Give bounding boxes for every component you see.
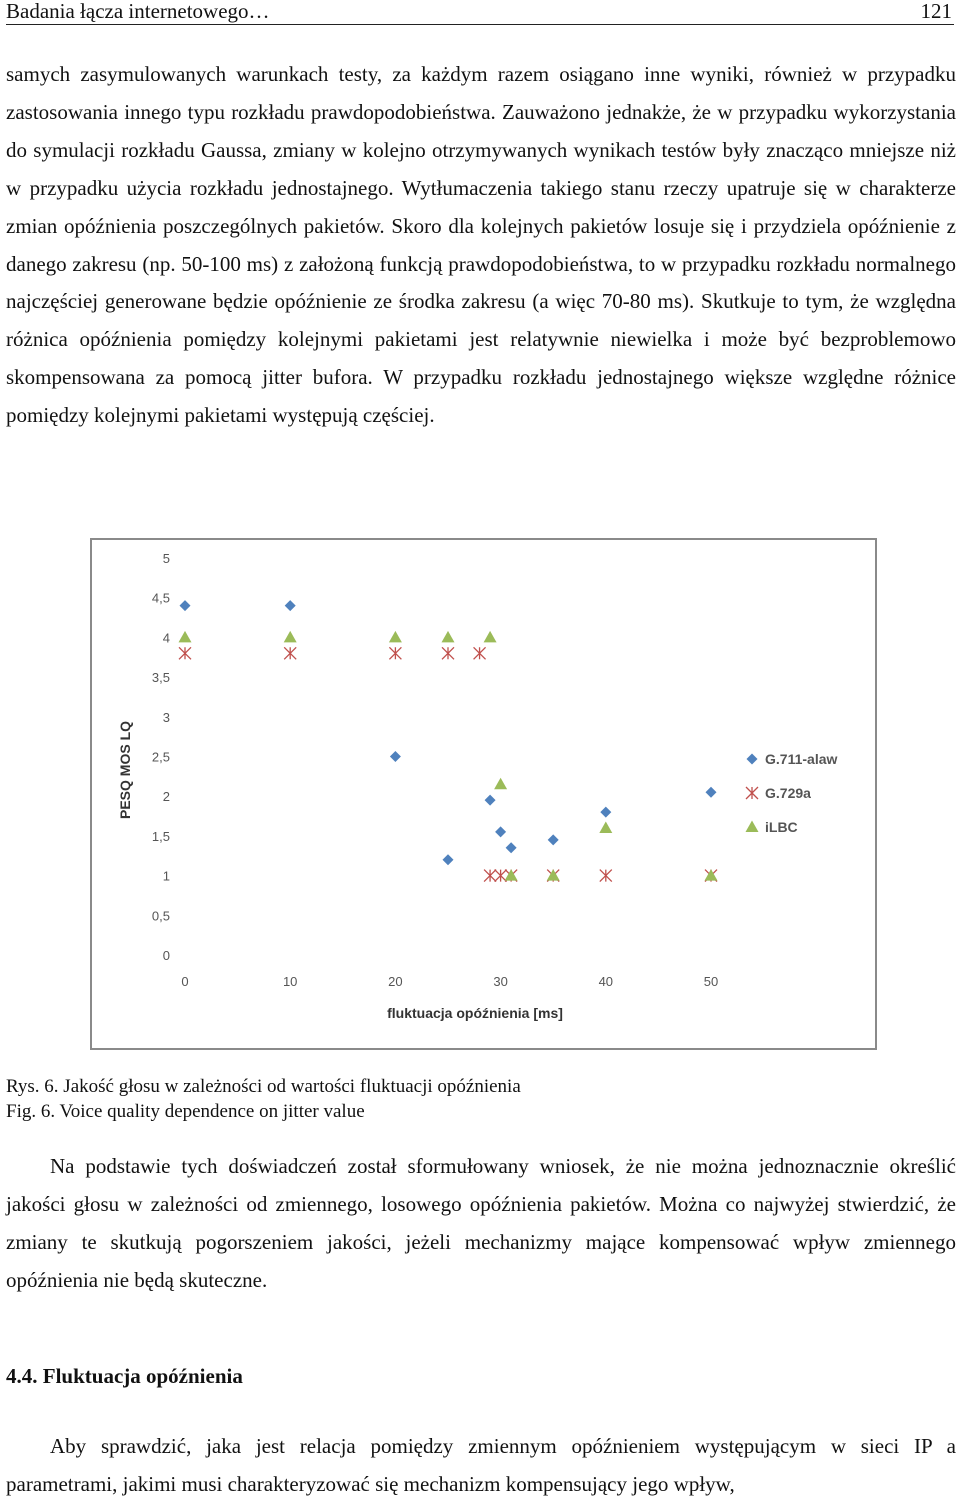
- g-729a-point: [442, 647, 454, 659]
- g-729a-point: [600, 870, 612, 882]
- y-tick-label: 2: [162, 789, 170, 805]
- scatter-chart: [92, 540, 875, 1048]
- y-tick-label: 0: [162, 948, 170, 963]
- g-711-alaw-point: [390, 751, 401, 762]
- body-paragraph-2: Na podstawie tych doświadczeń został sformułowany wniosek, że nie można jednoznacznie określić jakości głosu w zależności od zmiennego, losowego opóźnienia pakietów. Można co najwyżej stwierdzić, że zmiany te skutkują pogorszeniem jakości, jeżeli mechanizmy mające kompensować wpływ zmiennego opóźnienia nie będą skuteczne.: [6, 1154, 956, 1292]
- ilbc-point: [442, 631, 455, 643]
- y-tick-label: 1,5: [151, 828, 170, 844]
- g-711-alaw-point: [485, 795, 496, 806]
- y-tick-label: 1: [162, 868, 170, 884]
- running-header-title: Badania łącza internetowego…: [6, 0, 270, 23]
- figure-caption-en: Fig. 6. Voice quality dependence on jitter value: [6, 1101, 365, 1122]
- legend-marker: [746, 787, 758, 799]
- g-729a-point: [495, 870, 507, 882]
- x-tick-label: 0: [181, 974, 189, 989]
- g-711-alaw-point: [180, 600, 191, 611]
- g-711-alaw-point: [706, 787, 717, 798]
- section-heading: 4.4. Fluktuacja opóźnienia: [6, 1364, 243, 1388]
- y-tick-label: 2,5: [151, 749, 170, 765]
- g-711-alaw-point: [495, 826, 506, 837]
- x-tick-label: 40: [598, 974, 614, 989]
- y-tick-label: 3: [162, 709, 170, 725]
- data-points: [179, 600, 718, 881]
- g-711-alaw-point: [443, 854, 454, 865]
- legend-marker: [747, 754, 758, 765]
- chart-legend: [746, 751, 838, 835]
- x-tick-label: 20: [388, 974, 403, 989]
- x-tick-label: 30: [493, 974, 508, 989]
- g-729a-point: [179, 647, 191, 659]
- ilbc-point: [484, 631, 497, 643]
- ilbc-point: [599, 821, 612, 833]
- y-tick-label: 0,5: [151, 908, 170, 924]
- legend-label: G.729a: [765, 785, 811, 801]
- g-711-alaw-point: [506, 842, 517, 853]
- x-tick-label: 50: [703, 974, 719, 989]
- running-header: [6, 0, 954, 25]
- y-tick-label: 4,5: [151, 590, 170, 606]
- ilbc-point: [284, 631, 297, 643]
- y-tick-label: 3,5: [151, 670, 170, 686]
- body-paragraph-3: Aby sprawdzić, jaka jest relacja pomiędzy zmiennym opóźnieniem występującym w sieci IP a parametrami, jakimi musi charakteryzować się mechanizm kompensujący jego wpływ,: [6, 1434, 956, 1496]
- legend-label: G.711-alaw: [765, 751, 838, 767]
- figure-caption-pl: Rys. 6. Jakość głosu w zależności od wartości fluktuacji opóźnienia: [6, 1076, 521, 1097]
- x-tick-labels: [181, 974, 718, 989]
- x-tick-label: 10: [282, 974, 298, 989]
- g-711-alaw-point: [285, 600, 296, 611]
- y-tick-label: 4: [162, 630, 170, 646]
- y-axis-label: PESQ MOS LQ: [117, 720, 133, 820]
- ilbc-point: [494, 778, 507, 790]
- g-711-alaw-point: [600, 807, 611, 818]
- g-711-alaw-point: [548, 834, 559, 845]
- g-729a-point: [389, 647, 401, 659]
- legend-label: iLBC: [765, 819, 798, 835]
- ilbc-point: [389, 631, 402, 643]
- figure-chart: [90, 538, 877, 1050]
- g-729a-point: [484, 870, 496, 882]
- legend-marker: [746, 821, 759, 833]
- page-number: 121: [920, 0, 952, 23]
- body-paragraph-1: samych zasymulowanych warunkach testy, za każdym razem osiągano inne wyniki, również w przypadku zastosowania innego typu rozkładu prawdopodobieństwa. Zauważono jednakże, że w przypadku wykorzystania do symulacji rozkładu Gaussa, zmiany w kolejno otrzymywanych wynikach testów były znacząco mniejsze niż w przypadku użycia rozkładu jednostajnego. Wytłumaczenia takiego stanu rzeczy upatruje się w charakterze zmian opóźnienia poszczególnych pakietów. Skoro dla kolejnych pakietów losuje się i przydziela opóźnienie z danego zakresu (np. 50-100 ms) z założoną funkcją prawdopodobieństwa, to w przypadku rozkładu normalnego najczęściej generowane będzie opóźnienie ze środka zakresu (a więc 70-80 ms). Skutkuje to tym, że względna różnica opóźnienia pomiędzy kolejnymi pakietami jest relatywnie niewielka i może być bezproblemowo skompensowana za pomocą jitter bufora. W przypadku rozkładu jednostajnego większe względne różnice pomiędzy kolejnymi pakietami występują częściej.: [6, 62, 956, 428]
- ilbc-point: [179, 631, 192, 643]
- g-729a-point: [284, 647, 296, 659]
- g-729a-point: [474, 647, 486, 659]
- y-tick-label: 5: [162, 551, 170, 566]
- y-tick-labels: [152, 551, 170, 963]
- x-axis-label: fluktuacja opóźnienia [ms]: [387, 1005, 563, 1021]
